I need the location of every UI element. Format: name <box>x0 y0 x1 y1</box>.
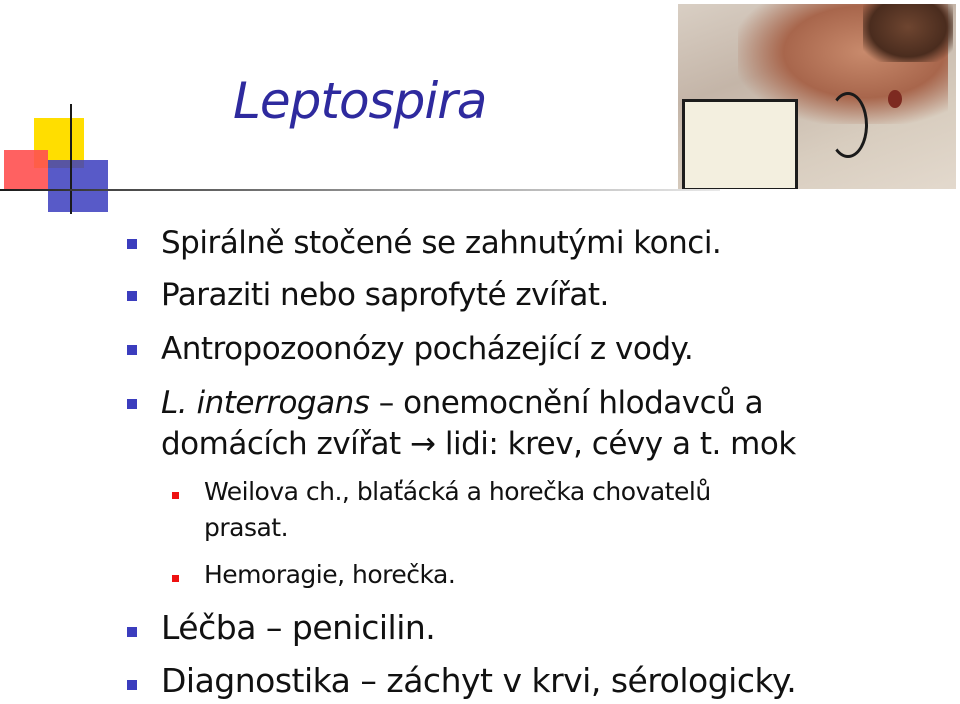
bullet-text: Diagnostika – záchyt v krvi, sérologicky. <box>161 661 797 700</box>
decor-blue-square <box>48 160 108 212</box>
bullet-marker <box>127 291 137 301</box>
bullet-text-continuation: domácích zvířat → lidi: krev, cévy a t. mok <box>161 426 796 462</box>
bullet-text-rest: – onemocnění hlodavců a <box>369 385 764 421</box>
title-divider-line <box>0 189 720 191</box>
decor-vertical-line <box>70 104 72 214</box>
bullet-marker <box>127 627 137 637</box>
sub-bullet-text: Weilova ch., blaťácká a horečka chovatelů <box>204 477 711 506</box>
bullet-marker <box>127 239 137 249</box>
slide-title: Leptospira <box>233 72 487 130</box>
bullet-marker <box>127 399 137 409</box>
bullet-text: Spirálně stočené se zahnutými konci. <box>161 225 722 261</box>
bullet-text <box>161 386 763 420</box>
bullet-text: Antropozoonózy pocházející z vody. <box>161 331 694 367</box>
bullet-text: Paraziti nebo saprofyté zvířat. <box>161 277 609 313</box>
bullet-marker <box>127 345 137 355</box>
species-name: L. interrogans <box>161 385 370 421</box>
sub-bullet-marker <box>172 492 179 499</box>
patient-photo <box>678 4 956 189</box>
sub-bullet-marker <box>172 575 179 582</box>
bullet-text: Léčba – penicilin. <box>161 608 436 647</box>
decor-red-square <box>4 150 48 190</box>
sub-bullet-text-continuation: prasat. <box>204 513 289 542</box>
bullet-marker <box>127 680 137 690</box>
sub-bullet-text: Hemoragie, horečka. <box>204 560 456 589</box>
